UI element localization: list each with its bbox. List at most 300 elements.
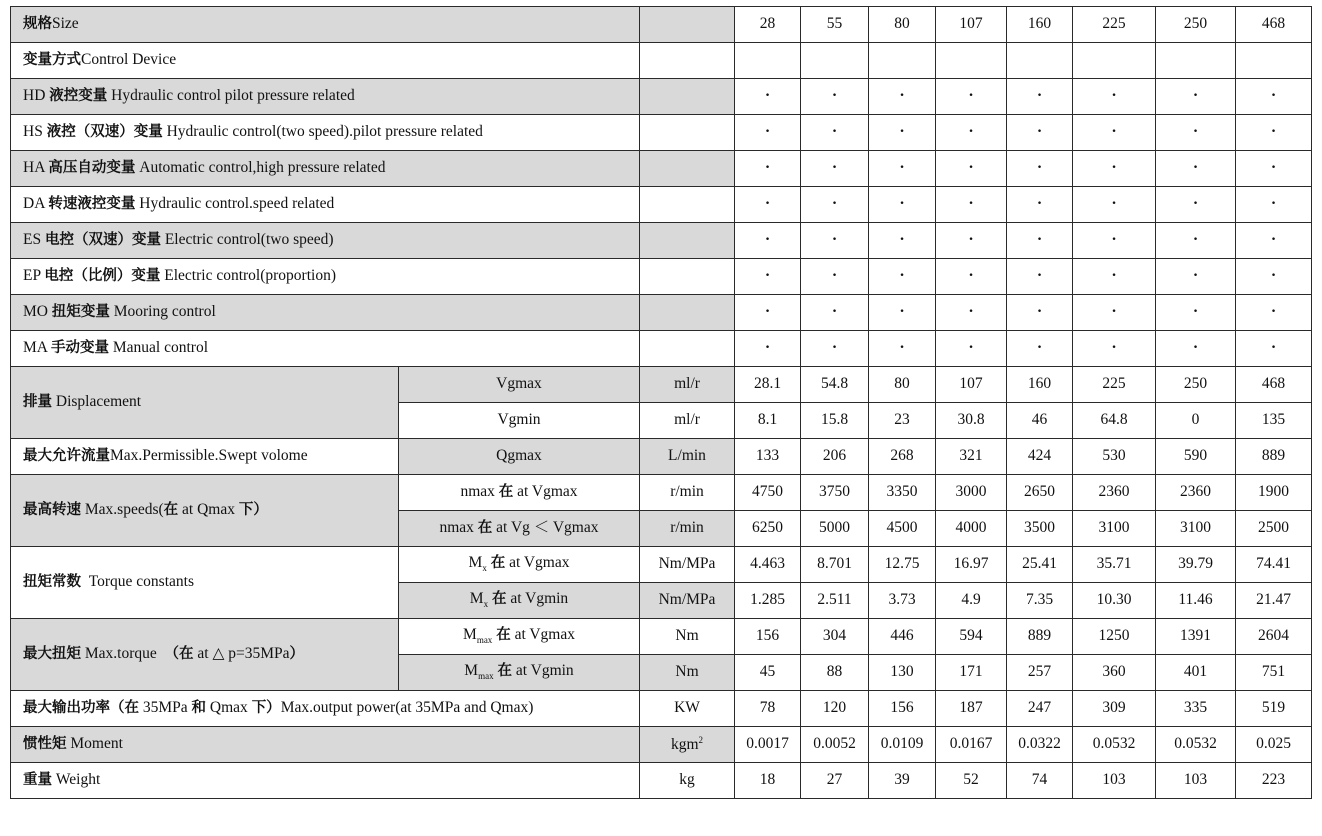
value-cell: 2650: [1007, 475, 1073, 511]
control-row-ma: [11, 331, 1312, 367]
availability-dot: ·: [968, 159, 974, 177]
availability-mark: [1073, 187, 1156, 223]
availability-mark: [1156, 259, 1236, 295]
size-468: 468: [1236, 7, 1312, 43]
control-code: HD: [23, 87, 46, 105]
availability-dot: ·: [1270, 267, 1277, 285]
control-row-hs: [11, 115, 1312, 151]
value-cell: 225: [1073, 367, 1156, 403]
param-condition: at Vgmin: [515, 662, 574, 680]
size-label-en: Size: [52, 15, 79, 33]
param-cell: [399, 475, 640, 511]
control-label: [11, 79, 640, 115]
displacement-label-zh: 排量: [23, 394, 52, 411]
control-label: [11, 331, 640, 367]
param-subscript: max: [478, 671, 494, 682]
availability-mark: [1007, 223, 1073, 259]
param-subscript: x: [482, 563, 487, 574]
value-cell: 39: [869, 763, 936, 799]
control-label: [11, 223, 640, 259]
value-cell: 103: [1073, 763, 1156, 799]
availability-mark: [869, 223, 936, 259]
value-cell: 250: [1156, 367, 1236, 403]
value-cell: 21.47: [1236, 583, 1312, 619]
max-torque-label-zh: 最大扭矩: [23, 646, 81, 663]
size-80: 80: [869, 7, 936, 43]
unit-cell: Nm/MPa: [640, 583, 735, 619]
control-code: HS: [23, 123, 43, 141]
value-cell: 187: [936, 691, 1007, 727]
param-symbol: M: [468, 554, 483, 572]
value-cell: 309: [1073, 691, 1156, 727]
control-row-hd: [11, 79, 1312, 115]
value-cell: 120: [801, 691, 869, 727]
value-cell: 80: [869, 367, 936, 403]
availability-mark: [1007, 295, 1073, 331]
power-label-en2: Qmax: [209, 699, 248, 717]
availability-dot: ·: [1036, 303, 1043, 321]
availability-dot: ·: [831, 123, 838, 141]
param-condition: at Vgmax: [509, 554, 570, 572]
availability-dot: ·: [1192, 339, 1199, 357]
param-zh: 在: [497, 663, 512, 680]
unit-cell: Nm: [640, 655, 735, 691]
value-cell: 751: [1236, 655, 1312, 691]
value-cell: 27: [801, 763, 869, 799]
availability-dot: ·: [831, 339, 838, 357]
control-unit-cell: [640, 223, 735, 259]
control-device-cell: [1156, 43, 1236, 79]
availability-dot: ·: [1036, 231, 1043, 249]
speed-label-zh: 最高转速: [23, 502, 81, 519]
availability-dot: ·: [1270, 195, 1277, 213]
param-zh: 在: [477, 520, 493, 537]
availability-dot: ·: [899, 303, 905, 321]
value-cell: 3.73: [869, 583, 936, 619]
availability-dot: ·: [899, 195, 905, 213]
param-cell: [399, 583, 640, 619]
availability-mark: [1007, 79, 1073, 115]
max-torque-label-paren-close: ）: [289, 646, 305, 663]
availability-dot: ·: [1192, 123, 1199, 141]
availability-mark: [1156, 187, 1236, 223]
availability-dot: ·: [1111, 123, 1117, 141]
value-cell: 74.41: [1236, 547, 1312, 583]
value-cell: 889: [1236, 439, 1312, 475]
availability-dot: ·: [764, 303, 771, 321]
value-cell: 28.1: [735, 367, 801, 403]
availability-dot: ·: [1111, 159, 1117, 177]
value-cell: 3000: [936, 475, 1007, 511]
control-label: [11, 115, 640, 151]
availability-mark: [735, 187, 801, 223]
torque-const-label: [11, 547, 399, 619]
availability-mark: [801, 115, 869, 151]
availability-dot: ·: [899, 87, 905, 105]
size-107: 107: [936, 7, 1007, 43]
flow-label-en: Max.Permissible.Swept volome: [110, 447, 308, 465]
availability-mark: [1156, 151, 1236, 187]
power-row: [11, 691, 1312, 727]
value-cell: 160: [1007, 367, 1073, 403]
spec-table-container: [10, 6, 1312, 799]
value-cell: 11.46: [1156, 583, 1236, 619]
availability-mark: [1007, 187, 1073, 223]
value-cell: 30.8: [936, 403, 1007, 439]
unit-cell: L/min: [640, 439, 735, 475]
value-cell: 74: [1007, 763, 1073, 799]
flow-label: [11, 439, 399, 475]
availability-dot: ·: [1192, 195, 1199, 213]
value-cell: 3750: [801, 475, 869, 511]
unit-cell: [640, 727, 735, 763]
control-label-en: Hydraulic control.speed related: [139, 195, 335, 213]
weight-row: [11, 763, 1312, 799]
availability-mark: [936, 151, 1007, 187]
availability-mark: [1236, 223, 1312, 259]
availability-mark: [1236, 295, 1312, 331]
availability-dot: ·: [1036, 195, 1043, 213]
availability-dot: ·: [1111, 303, 1117, 321]
availability-mark: [936, 223, 1007, 259]
availability-mark: [735, 223, 801, 259]
availability-dot: ·: [899, 159, 905, 177]
param-symbol: M: [463, 626, 477, 644]
control-device-cell: [640, 43, 735, 79]
value-cell: 156: [735, 619, 801, 655]
value-cell: 10.30: [1073, 583, 1156, 619]
displacement-row-vgmax: [11, 367, 1312, 403]
value-cell: 257: [1007, 655, 1073, 691]
control-label-en: Hydraulic control pilot pressure related: [111, 87, 355, 105]
value-cell: 12.75: [869, 547, 936, 583]
value-cell: 52: [936, 763, 1007, 799]
availability-mark: [1073, 115, 1156, 151]
availability-mark: [735, 115, 801, 151]
value-cell: 45: [735, 655, 801, 691]
availability-dot: ·: [831, 87, 838, 105]
availability-dot: ·: [831, 231, 838, 249]
availability-dot: ·: [1036, 159, 1043, 177]
availability-mark: [801, 223, 869, 259]
value-cell: 171: [936, 655, 1007, 691]
availability-mark: [869, 259, 936, 295]
param-cell: Vgmin: [399, 403, 640, 439]
param-name: nmax: [460, 483, 495, 501]
value-cell: 0.0532: [1156, 727, 1236, 763]
power-label-en3: Max.output power(at 35MPa and Qmax): [280, 699, 534, 717]
availability-mark: [1007, 151, 1073, 187]
availability-dot: ·: [764, 267, 771, 285]
value-cell: 2360: [1156, 475, 1236, 511]
value-cell: 35.71: [1073, 547, 1156, 583]
availability-mark: [869, 151, 936, 187]
availability-mark: [735, 259, 801, 295]
value-cell: 4.9: [936, 583, 1007, 619]
max-torque-label-paren: （: [164, 646, 180, 663]
value-cell: 223: [1236, 763, 1312, 799]
speed-row-vgmax: [11, 475, 1312, 511]
availability-dot: ·: [968, 303, 974, 321]
availability-dot: ·: [968, 267, 974, 285]
control-row-mo: [11, 295, 1312, 331]
availability-dot: ·: [1270, 339, 1277, 357]
availability-mark: [735, 295, 801, 331]
value-cell: 1.285: [735, 583, 801, 619]
unit-cell: Nm/MPa: [640, 547, 735, 583]
value-cell: 446: [869, 619, 936, 655]
control-unit-cell: [640, 115, 735, 151]
size-label: [11, 7, 640, 43]
unit-superscript: 2: [698, 734, 704, 745]
availability-mark: [735, 79, 801, 115]
availability-mark: [735, 331, 801, 367]
control-label: [11, 259, 640, 295]
unit-cell: ml/r: [640, 367, 735, 403]
size-unit-cell: [640, 7, 735, 43]
availability-dot: ·: [831, 303, 838, 321]
control-unit-cell: [640, 259, 735, 295]
value-cell: 3350: [869, 475, 936, 511]
availability-mark: [801, 331, 869, 367]
power-label-zh2: 和: [191, 700, 207, 717]
value-cell: 321: [936, 439, 1007, 475]
availability-dot: ·: [968, 195, 974, 213]
param-subscript: max: [476, 635, 493, 646]
speed-label-zh3: 下: [238, 502, 254, 519]
control-code: MO: [23, 303, 48, 321]
control-label: [11, 295, 640, 331]
control-unit-cell: [640, 331, 735, 367]
availability-mark: [1236, 259, 1312, 295]
availability-mark: [936, 115, 1007, 151]
value-cell: 468: [1236, 367, 1312, 403]
value-cell: 107: [936, 367, 1007, 403]
moment-row: [11, 727, 1312, 763]
torque-const-label-zh: 扭矩常数: [23, 574, 81, 591]
availability-dot: ·: [1111, 87, 1117, 105]
control-device-cell: [735, 43, 801, 79]
availability-dot: ·: [764, 195, 771, 213]
availability-dot: ·: [1036, 339, 1043, 357]
value-cell: 590: [1156, 439, 1236, 475]
param-zh: 在: [498, 484, 514, 501]
value-cell: 360: [1073, 655, 1156, 691]
control-device-label-en: Control Device: [81, 51, 177, 69]
max-torque-row-vgmax: [11, 619, 1312, 655]
value-cell: 3100: [1073, 511, 1156, 547]
control-device-cell: [1073, 43, 1156, 79]
param-cell: [399, 547, 640, 583]
unit-cell: kg: [640, 763, 735, 799]
value-cell: 39.79: [1156, 547, 1236, 583]
param-condition: at Vgmin: [510, 590, 569, 608]
value-cell: 88: [801, 655, 869, 691]
control-label-zh: 电控（比例）变量: [44, 268, 161, 285]
control-label-en: Hydraulic control(two speed).pilot pressure related: [166, 123, 483, 141]
power-label-en: 35MPa: [142, 699, 188, 717]
control-row-ep: [11, 259, 1312, 295]
value-cell: 130: [869, 655, 936, 691]
availability-mark: [1156, 79, 1236, 115]
availability-dot: ·: [1192, 267, 1199, 285]
availability-dot: ·: [1192, 231, 1199, 249]
availability-mark: [801, 259, 869, 295]
moment-label-en: Moment: [70, 735, 123, 753]
availability-mark: [869, 79, 936, 115]
value-cell: 16.97: [936, 547, 1007, 583]
availability-dot: ·: [1036, 87, 1043, 105]
availability-dot: ·: [1192, 159, 1199, 177]
availability-mark: [801, 295, 869, 331]
value-cell: 103: [1156, 763, 1236, 799]
control-unit-cell: [640, 151, 735, 187]
value-cell: 0.0167: [936, 727, 1007, 763]
value-cell: 519: [1236, 691, 1312, 727]
control-unit-cell: [640, 79, 735, 115]
weight-label-zh: 重量: [23, 772, 52, 789]
displacement-label-en: Displacement: [55, 393, 142, 411]
size-160: 160: [1007, 7, 1073, 43]
availability-dot: ·: [968, 87, 974, 105]
availability-mark: [1156, 223, 1236, 259]
availability-dot: ·: [899, 267, 905, 285]
availability-mark: [1007, 115, 1073, 151]
availability-mark: [936, 79, 1007, 115]
value-cell: 4750: [735, 475, 801, 511]
availability-dot: ·: [899, 231, 905, 249]
value-cell: 8.1: [735, 403, 801, 439]
value-cell: 64.8: [1073, 403, 1156, 439]
control-code: HA: [23, 159, 45, 177]
control-row-es: [11, 223, 1312, 259]
flow-label-zh: 最大允许流量: [23, 448, 110, 465]
availability-mark: [1007, 331, 1073, 367]
availability-mark: [1236, 187, 1312, 223]
unit-cell: r/min: [640, 475, 735, 511]
value-cell: 156: [869, 691, 936, 727]
control-device-row: [11, 43, 1312, 79]
availability-mark: [801, 79, 869, 115]
value-cell: 4000: [936, 511, 1007, 547]
size-row: [11, 7, 1312, 43]
control-unit-cell: [640, 295, 735, 331]
value-cell: 424: [1007, 439, 1073, 475]
control-label-en: Manual control: [112, 339, 209, 357]
spec-table: [10, 6, 1312, 799]
value-cell: 401: [1156, 655, 1236, 691]
param-zh: 在: [491, 591, 507, 608]
control-row-ha: [11, 151, 1312, 187]
availability-dot: ·: [1036, 267, 1043, 285]
power-label-zh: 最大输出功率（在: [23, 700, 139, 717]
control-device-label: [11, 43, 640, 79]
moment-label-zh: 惯性矩: [23, 736, 67, 753]
availability-mark: [1156, 331, 1236, 367]
availability-dot: ·: [764, 123, 771, 141]
availability-dot: ·: [831, 267, 838, 285]
value-cell: 268: [869, 439, 936, 475]
value-cell: 0.0052: [801, 727, 869, 763]
availability-mark: [735, 151, 801, 187]
control-device-cell: [1236, 43, 1312, 79]
availability-dot: ·: [764, 159, 771, 177]
availability-dot: ·: [764, 339, 771, 357]
value-cell: 8.701: [801, 547, 869, 583]
weight-label-en: Weight: [55, 771, 101, 789]
spec-table-body: [11, 7, 1312, 79]
value-cell: 247: [1007, 691, 1073, 727]
control-code: ES: [23, 231, 42, 249]
param-subscript: x: [483, 599, 489, 610]
size-250: 250: [1156, 7, 1236, 43]
value-cell: 7.35: [1007, 583, 1073, 619]
flow-row: [11, 439, 1312, 475]
control-device-cell: [1007, 43, 1073, 79]
speed-label-en2: at Qmax: [182, 501, 235, 519]
control-code: MA: [23, 339, 48, 357]
value-cell: 0.0109: [869, 727, 936, 763]
value-cell: 133: [735, 439, 801, 475]
availability-mark: [1236, 151, 1312, 187]
availability-mark: [801, 187, 869, 223]
value-cell: 0.025: [1236, 727, 1312, 763]
availability-mark: [1073, 151, 1156, 187]
value-cell: 15.8: [801, 403, 869, 439]
unit-main: kgm: [670, 735, 699, 753]
speed-label: [11, 475, 399, 547]
value-cell: 889: [1007, 619, 1073, 655]
value-cell: 0: [1156, 403, 1236, 439]
param-condition: at Vgmax: [514, 626, 575, 644]
value-cell: 1250: [1073, 619, 1156, 655]
power-label: [11, 691, 640, 727]
value-cell: 1391: [1156, 619, 1236, 655]
control-device-cell: [936, 43, 1007, 79]
param-condition: at Vgmax: [517, 483, 578, 501]
max-torque-label: [11, 619, 399, 691]
value-cell: 1900: [1236, 475, 1312, 511]
availability-dot: ·: [1111, 267, 1117, 285]
control-label-zh: 液控变量: [49, 88, 108, 105]
unit-cell: Nm: [640, 619, 735, 655]
availability-mark: [936, 187, 1007, 223]
value-cell: 335: [1156, 691, 1236, 727]
value-cell: 5000: [801, 511, 869, 547]
torque-const-label-en: Torque constants: [88, 573, 194, 591]
availability-mark: [936, 295, 1007, 331]
value-cell: 4.463: [735, 547, 801, 583]
control-device-label-zh: 变量方式: [23, 52, 81, 69]
moment-label: [11, 727, 640, 763]
availability-mark: [869, 115, 936, 151]
availability-dot: ·: [764, 87, 771, 105]
value-cell: 46: [1007, 403, 1073, 439]
param-name: nmax: [439, 519, 474, 537]
control-unit-cell: [640, 187, 735, 223]
value-cell: 3500: [1007, 511, 1073, 547]
value-cell: 206: [801, 439, 869, 475]
weight-label: [11, 763, 640, 799]
availability-mark: [1073, 259, 1156, 295]
control-row-da: [11, 187, 1312, 223]
value-cell: 530: [1073, 439, 1156, 475]
value-cell: 0.0017: [735, 727, 801, 763]
availability-dot: ·: [968, 231, 974, 249]
size-55: 55: [801, 7, 869, 43]
availability-dot: ·: [899, 339, 905, 357]
size-label-zh: 规格: [23, 16, 52, 33]
